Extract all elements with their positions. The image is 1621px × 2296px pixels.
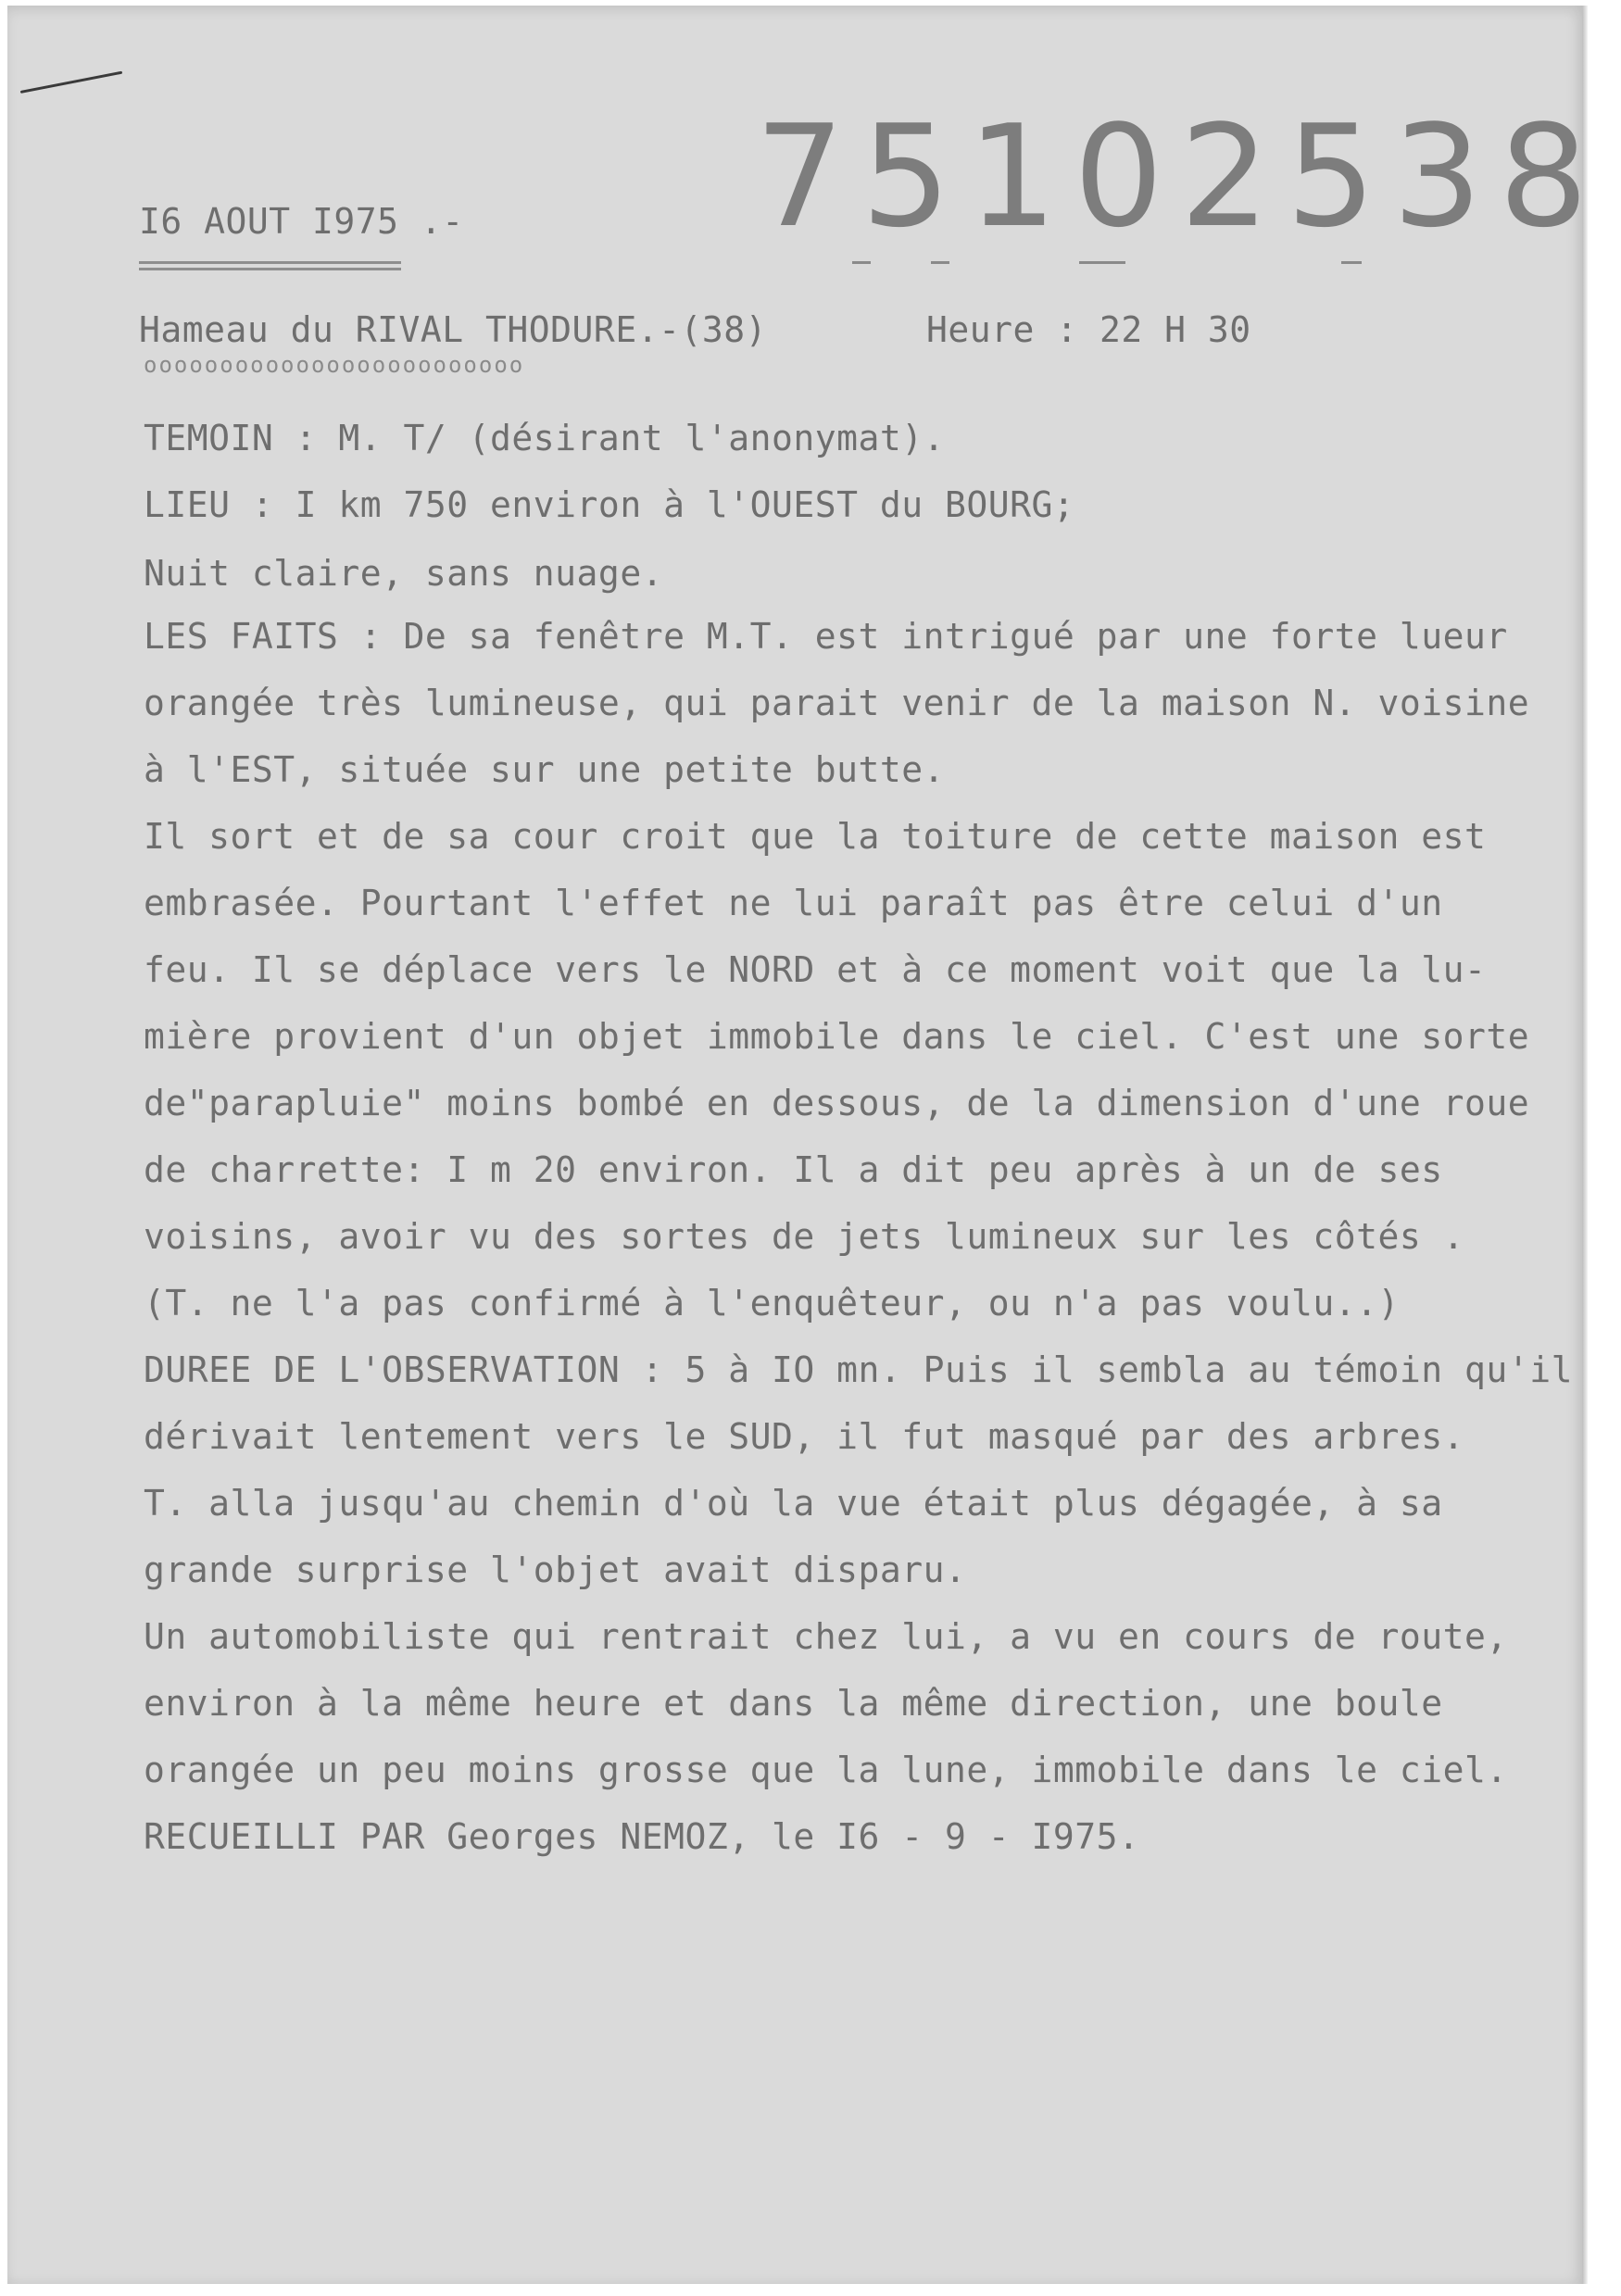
body-line: mière provient d'un objet immobile dans le ciel. C'est une sorte [144, 1016, 1530, 1057]
body-line: dérivait lentement vers le SUD, il fut masqué par des arbres. [144, 1416, 1465, 1457]
body-line: grande surprise l'objet avait disparu. [144, 1549, 967, 1590]
stamp-dash [1079, 261, 1125, 264]
witness-line: TEMOIN : M. T/ (désirant l'anonymat). [144, 418, 945, 458]
body-line: Il sort et de sa cour croit que la toiture de cette maison est [144, 816, 1487, 857]
collected-by-line: RECUEILLI PAR Georges NEMOZ, le I6 - 9 - I975. [144, 1816, 1140, 1857]
date-underline [139, 261, 401, 270]
body-line: (T. ne l'a pas confirmé à l'enquêteur, ou n'a pas voulu..) [144, 1283, 1400, 1324]
body-line: de"parapluie" moins bombé en dessous, de la dimension d'une roue [144, 1083, 1530, 1123]
report-time: Heure : 22 H 30 [926, 309, 1251, 350]
stamp-dash [1341, 261, 1362, 264]
weather-line: Nuit claire, sans nuage. [144, 553, 664, 594]
stamp-dash [931, 261, 949, 264]
body-line: Un automobiliste qui rentrait chez lui, a vu en cours de route, [144, 1616, 1508, 1657]
body-line: orangée un peu moins grosse que la lune, immobile dans le ciel. [144, 1750, 1508, 1790]
location-line: LIEU : I km 750 environ à l'OUEST du BOURG; [144, 484, 1075, 525]
report-date: I6 AOUT I975 .- [139, 201, 464, 242]
body-line: feu. Il se déplace vers le NORD et à ce moment voit que la lu- [144, 949, 1487, 990]
body-line: embrasée. Pourtant l'effet ne lui paraît pas être celui d'un [144, 883, 1443, 923]
body-line: T. alla jusqu'au chemin d'où la vue était plus dégagée, à sa [144, 1483, 1443, 1524]
duration-line: DUREE DE L'OBSERVATION : 5 à IO mn. Puis il sembla au témoin qu'il [144, 1349, 1573, 1390]
body-line: LES FAITS : De sa fenêtre M.T. est intrigué par une forte lueur [144, 616, 1508, 657]
body-line: à l'EST, située sur une petite butte. [144, 749, 945, 790]
body-line: de charrette: I m 20 environ. Il a dit peu après à un de ses [144, 1149, 1443, 1190]
reference-stamp: 75102538 [755, 94, 1605, 258]
body-line: orangée très lumineuse, qui parait venir de la maison N. voisine [144, 683, 1530, 723]
circle-rule: ooooooooooooooooooooooooo [144, 352, 525, 378]
report-place: Hameau du RIVAL THODURE.-(38) [139, 309, 767, 350]
body-line: voisins, avoir vu des sortes de jets lumineux sur les côtés . [144, 1216, 1465, 1257]
body-line: environ à la même heure et dans la même direction, une boule [144, 1683, 1443, 1724]
stamp-dash [852, 261, 871, 264]
paper-edge [1582, 6, 1588, 2284]
